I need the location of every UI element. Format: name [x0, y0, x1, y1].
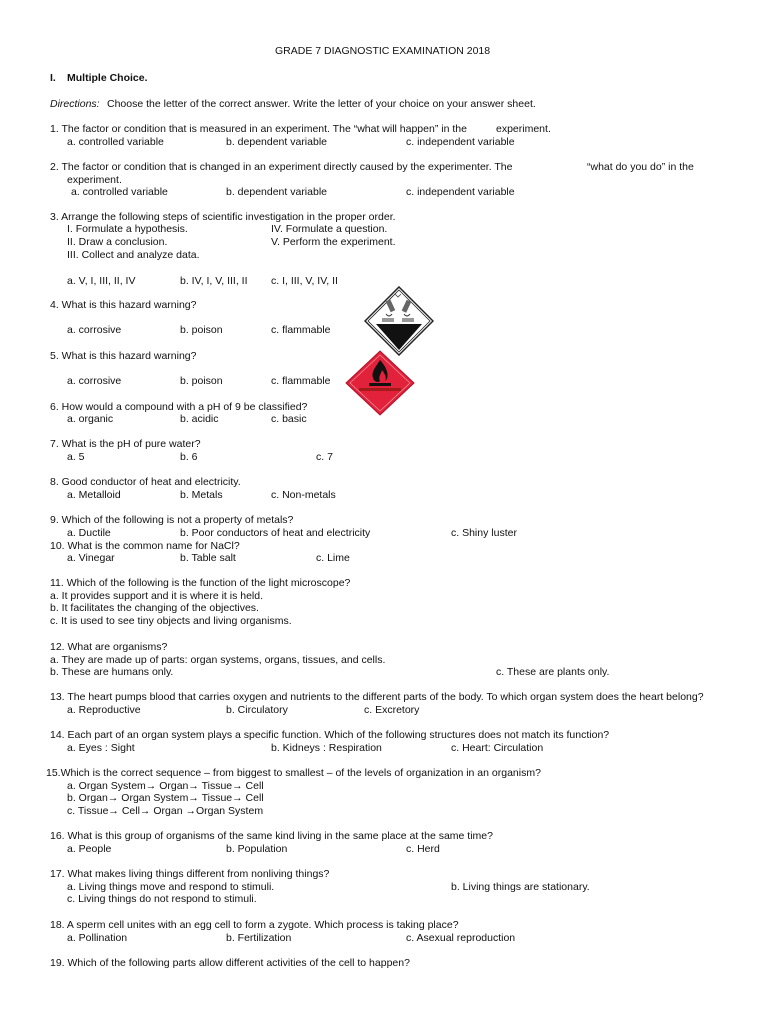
- choice-c: c. Herd: [406, 843, 440, 855]
- corrosive-hazard-icon: [364, 286, 434, 356]
- choice-b: b. Organ→ Organ System→ Tissue→ Cell: [67, 792, 264, 804]
- section-number: I.: [50, 72, 56, 84]
- step-item: III. Collect and analyze data.: [67, 249, 200, 261]
- choice-c: c. Asexual reproduction: [406, 932, 516, 944]
- question-stem: 9. Which of the following is not a property of metals?: [50, 514, 294, 526]
- choice-b: b. Living things are stationary.: [451, 881, 590, 893]
- choice-a: a. organic: [67, 413, 114, 425]
- choice-b: b. Kidneys : Respiration: [271, 742, 382, 754]
- question-stem: 18. A sperm cell unites with an egg cell to form a zygote. Which process is taking place?: [50, 919, 459, 931]
- choice-b: b. dependent variable: [226, 186, 327, 198]
- choice-a: a. Organ System→ Organ→ Tissue→ Cell: [67, 780, 264, 792]
- step-item: II. Draw a conclusion.: [67, 236, 168, 248]
- choice-c: c. It is used to see tiny objects and living organisms.: [50, 615, 292, 627]
- choice-c: c. Lime: [316, 552, 350, 564]
- choice-b: b. Poor conductors of heat and electricity: [180, 527, 371, 539]
- choice-c: c. These are plants only.: [496, 666, 610, 678]
- question-stem: 2. The factor or condition that is changed in an experiment directly caused by the experimenter. The: [50, 161, 513, 173]
- question-stem: 13. The heart pumps blood that carries oxygen and nutrients to the different parts of the body. To which organ system does the heart belong?: [50, 691, 704, 703]
- choice-b: b. 6: [180, 451, 198, 463]
- question-stem: 1. The factor or condition that is measured in an experiment. The “what will happen” in the: [50, 123, 467, 135]
- choice-a: a. Living things move and respond to stimuli.: [67, 881, 275, 893]
- choice-c: c. Excretory: [364, 704, 420, 716]
- question-stem: 3. Arrange the following steps of scientific investigation in the proper order.: [50, 211, 396, 223]
- directions-text: Choose the letter of the correct answer. Write the letter of your choice on your answer sheet.: [107, 98, 536, 110]
- choice-a: a. 5: [67, 451, 85, 463]
- choice-a: a. It provides support and it is where it is held.: [50, 590, 264, 602]
- choice-b: b. Population: [226, 843, 288, 855]
- choice-b: b. IV, I, V, III, II: [180, 275, 248, 287]
- flammable-hazard-icon: [345, 350, 415, 416]
- choice-c: c. basic: [271, 413, 307, 425]
- question-stem: 16. What is this group of organisms of the same kind living in the same place at the same time?: [50, 830, 493, 842]
- choice-c: c. Living things do not respond to stimuli.: [67, 893, 257, 905]
- choice-c: c. Heart: Circulation: [451, 742, 544, 754]
- choice-a: a. Vinegar: [67, 552, 115, 564]
- choice-a: a. corrosive: [67, 324, 122, 336]
- choice-b: b. poison: [180, 324, 223, 336]
- choice-a: a. controlled variable: [67, 136, 164, 148]
- question-stem: 17. What makes living things different from nonliving things?: [50, 868, 330, 880]
- choice-c: c. independent variable: [406, 186, 515, 198]
- question-stem: 4. What is this hazard warning?: [50, 299, 197, 311]
- choice-a: a. corrosive: [67, 375, 122, 387]
- directions-label: Directions:: [50, 98, 100, 110]
- choice-b: b. It facilitates the changing of the objectives.: [50, 602, 259, 614]
- question-stem: 8. Good conductor of heat and electricity.: [50, 476, 241, 488]
- question-stem-end: experiment.: [67, 174, 122, 186]
- question-stem: 6. How would a compound with a pH of 9 be classified?: [50, 401, 308, 413]
- step-item: V. Perform the experiment.: [271, 236, 396, 248]
- question-stem-cont: “what do you do” in the: [587, 161, 694, 173]
- choice-c: c. flammable: [271, 375, 331, 387]
- choice-c: c. Non-metals: [271, 489, 336, 501]
- choice-c: c. flammable: [271, 324, 331, 336]
- question-stem: 5. What is this hazard warning?: [50, 350, 197, 362]
- choice-a: a. Eyes : Sight: [67, 742, 135, 754]
- choice-b: b. Circulatory: [226, 704, 288, 716]
- question-stem: 14. Each part of an organ system plays a specific function. Which of the following structures does not match its function?: [50, 729, 610, 741]
- question-stem-end: experiment.: [496, 123, 551, 135]
- page-title: GRADE 7 DIAGNOSTIC EXAMINATION 2018: [275, 45, 491, 57]
- section-title: Multiple Choice.: [67, 72, 148, 84]
- question-stem: 10. What is the common name for NaCl?: [50, 540, 240, 552]
- choice-b: b. acidic: [180, 413, 219, 425]
- question-stem: 15.Which is the correct sequence – from biggest to smallest – of the levels of organization in an organism?: [46, 767, 541, 779]
- choice-b: b. These are humans only.: [50, 666, 174, 678]
- step-item: IV. Formulate a question.: [271, 223, 388, 235]
- choice-c: c. 7: [316, 451, 333, 463]
- choice-a: a. Pollination: [67, 932, 128, 944]
- choice-b: b. Metals: [180, 489, 223, 501]
- choice-b: b. dependent variable: [226, 136, 327, 148]
- choice-a: a. Metalloid: [67, 489, 121, 501]
- choice-c: c. independent variable: [406, 136, 515, 148]
- choice-b: b. Fertilization: [226, 932, 292, 944]
- choice-c: c. Tissue→ Cell→ Organ →Organ System: [67, 805, 264, 817]
- choice-a: a. Reproductive: [67, 704, 141, 716]
- choice-c: c. I, III, V, IV, II: [271, 275, 338, 287]
- choice-a: a. They are made up of parts: organ systems, organs, tissues, and cells.: [50, 654, 386, 666]
- question-stem: 11. Which of the following is the function of the light microscope?: [50, 577, 351, 589]
- choice-a: a. V, I, III, II, IV: [67, 275, 136, 287]
- choice-b: b. Table salt: [180, 552, 236, 564]
- step-item: I. Formulate a hypothesis.: [67, 223, 188, 235]
- choice-c: c. Shiny luster: [451, 527, 517, 539]
- choice-a: a. People: [67, 843, 112, 855]
- question-stem: 19. Which of the following parts allow different activities of the cell to happen?: [50, 957, 410, 969]
- choice-b: b. poison: [180, 375, 223, 387]
- choice-a: a. controlled variable: [71, 186, 168, 198]
- question-stem: 7. What is the pH of pure water?: [50, 438, 201, 450]
- question-stem: 12. What are organisms?: [50, 641, 168, 653]
- choice-a: a. Ductile: [67, 527, 111, 539]
